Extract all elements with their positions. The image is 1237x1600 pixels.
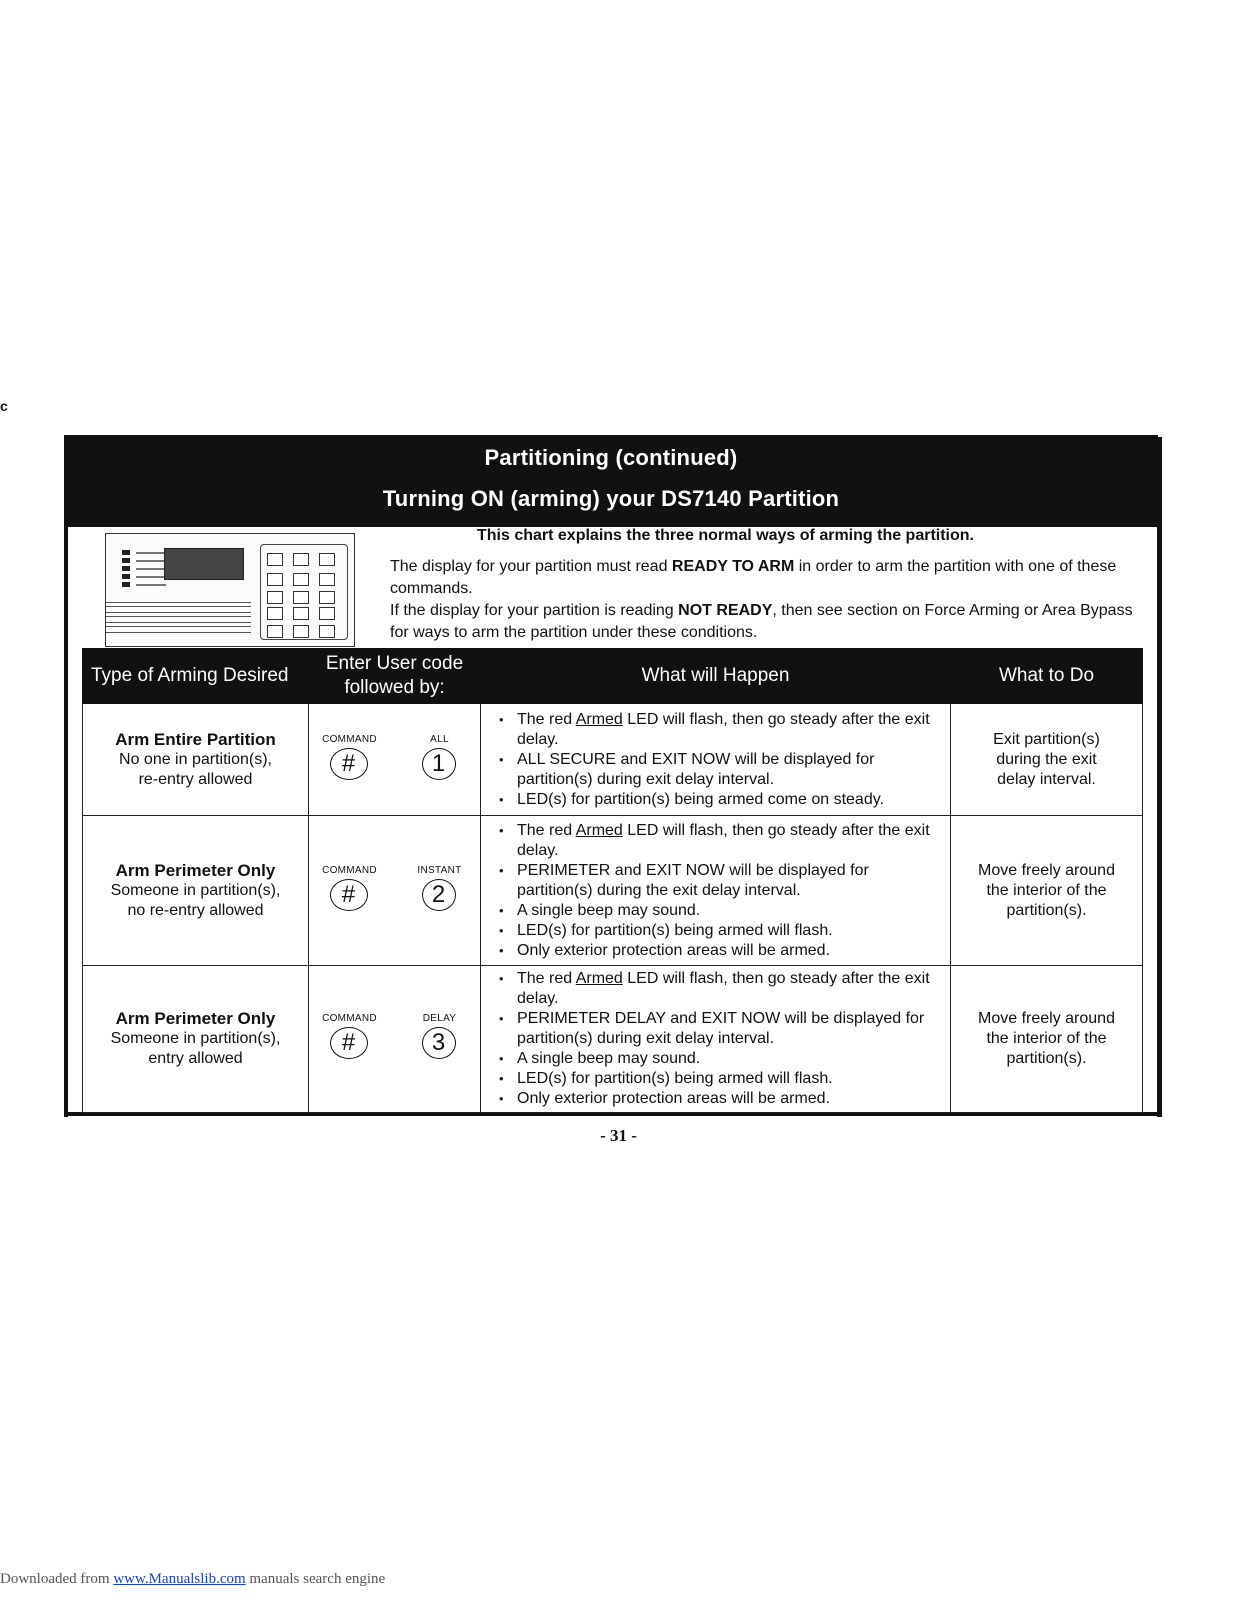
list-item: • The red Armed LED will flash, then go steady after the exit delay. bbox=[499, 969, 940, 1009]
manualslib-link[interactable]: www.Manualslib.com bbox=[113, 1571, 246, 1587]
arming-table bbox=[82, 648, 1143, 1113]
keypad-led bbox=[122, 574, 130, 579]
keypad-display bbox=[164, 548, 244, 580]
list-item: • LED(s) for partition(s) being armed will flash. bbox=[499, 921, 940, 941]
title-banner bbox=[64, 435, 1158, 527]
key-label: COMMAND bbox=[322, 733, 377, 745]
intro-paragraph-2: If the display for your partition is reading NOT READY, then see section on Force Arming or Area Bypass for ways to arm the partition under these conditions. bbox=[390, 602, 1133, 641]
list-item: • PERIMETER and EXIT NOW will be displayed for partition(s) during the exit delay interval. bbox=[499, 861, 940, 901]
what-to-do-cell: Move freely around the interior of the partition(s). bbox=[951, 816, 1143, 966]
table-row bbox=[83, 966, 1143, 1113]
stray-mark: c bbox=[0, 398, 8, 414]
key-label: DELAY bbox=[422, 1013, 457, 1024]
list-item: • Only exterior protection areas will be armed. bbox=[499, 1089, 940, 1109]
list-item: • LED(s) for partition(s) being armed will flash. bbox=[499, 1069, 940, 1089]
number-key-icon: 2 bbox=[422, 879, 456, 911]
header-todo: What to Do bbox=[951, 649, 1143, 704]
keypad-led bbox=[122, 582, 130, 587]
list-item: • The red Armed LED will flash, then go steady after the exit delay. bbox=[499, 821, 940, 861]
footer: Downloaded from www.Manualslib.com manuals search engine bbox=[0, 1571, 386, 1587]
table-row bbox=[83, 704, 1143, 816]
keypad-led bbox=[122, 566, 130, 571]
list-item: • LED(s) for partition(s) being armed come on steady. bbox=[499, 790, 940, 810]
list-item: • The red Armed LED will flash, then go steady after the exit delay. bbox=[499, 710, 940, 750]
key-label: INSTANT bbox=[417, 864, 462, 876]
key-label: COMMAND bbox=[322, 864, 377, 876]
intro-text bbox=[390, 556, 1150, 644]
list-item: • ALL SECURE and EXIT NOW will be displayed for partition(s) during exit delay interval. bbox=[499, 750, 940, 790]
keypad-buttons bbox=[260, 544, 348, 640]
keypad-illustration bbox=[105, 533, 355, 647]
command-key-icon: # bbox=[330, 748, 368, 780]
arming-type-cell: Arm Entire Partition No one in partition(s), re-entry allowed bbox=[83, 704, 309, 816]
key-label: COMMAND bbox=[322, 1013, 377, 1024]
table-row bbox=[83, 816, 1143, 966]
chart-headline: This chart explains the three normal ways of arming the partition. bbox=[477, 527, 974, 544]
list-item: • Only exterior protection areas will be armed. bbox=[499, 941, 940, 961]
table-header-row bbox=[83, 649, 1143, 704]
key-label: ALL bbox=[430, 733, 449, 745]
page-number: - 31 - bbox=[600, 1126, 637, 1145]
banner-title: Partitioning (continued) bbox=[484, 445, 738, 470]
intro-paragraph-1: The display for your partition must read READY TO ARM in order to arm the partition with one of these commands. bbox=[390, 558, 1117, 597]
list-item: • A single beep may sound. bbox=[499, 901, 940, 921]
header-happen: What will Happen bbox=[481, 649, 951, 704]
key-sequence-cell bbox=[309, 704, 481, 816]
keypad-led bbox=[122, 550, 130, 555]
command-key-icon: # bbox=[330, 879, 368, 911]
what-happens-cell bbox=[481, 816, 951, 966]
what-to-do-cell: Exit partition(s) during the exit delay interval. bbox=[951, 704, 1143, 816]
number-key-icon: 3 bbox=[422, 1027, 456, 1059]
banner-subtitle: Turning ON (arming) your DS7140 Partition bbox=[382, 486, 840, 511]
what-happens-cell bbox=[481, 704, 951, 816]
keypad-led bbox=[122, 558, 130, 563]
key-sequence-cell bbox=[309, 816, 481, 966]
list-item: • A single beep may sound. bbox=[499, 1049, 940, 1069]
key-sequence-cell bbox=[309, 966, 481, 1113]
command-key-icon: # bbox=[330, 1027, 368, 1059]
arming-type-cell: Arm Perimeter Only Someone in partition(s), entry allowed bbox=[83, 966, 309, 1113]
header-code: Enter User code followed by: bbox=[309, 649, 481, 704]
header-type: Type of Arming Desired bbox=[83, 649, 309, 704]
what-happens-cell bbox=[481, 966, 951, 1113]
list-item: • PERIMETER DELAY and EXIT NOW will be displayed for partition(s) during exit delay interval. bbox=[499, 1009, 940, 1049]
what-to-do-cell: Move freely around the interior of the partition(s). bbox=[951, 966, 1143, 1113]
arming-type-cell: Arm Perimeter Only Someone in partition(s), no re-entry allowed bbox=[83, 816, 309, 966]
number-key-icon: 1 bbox=[422, 748, 456, 780]
